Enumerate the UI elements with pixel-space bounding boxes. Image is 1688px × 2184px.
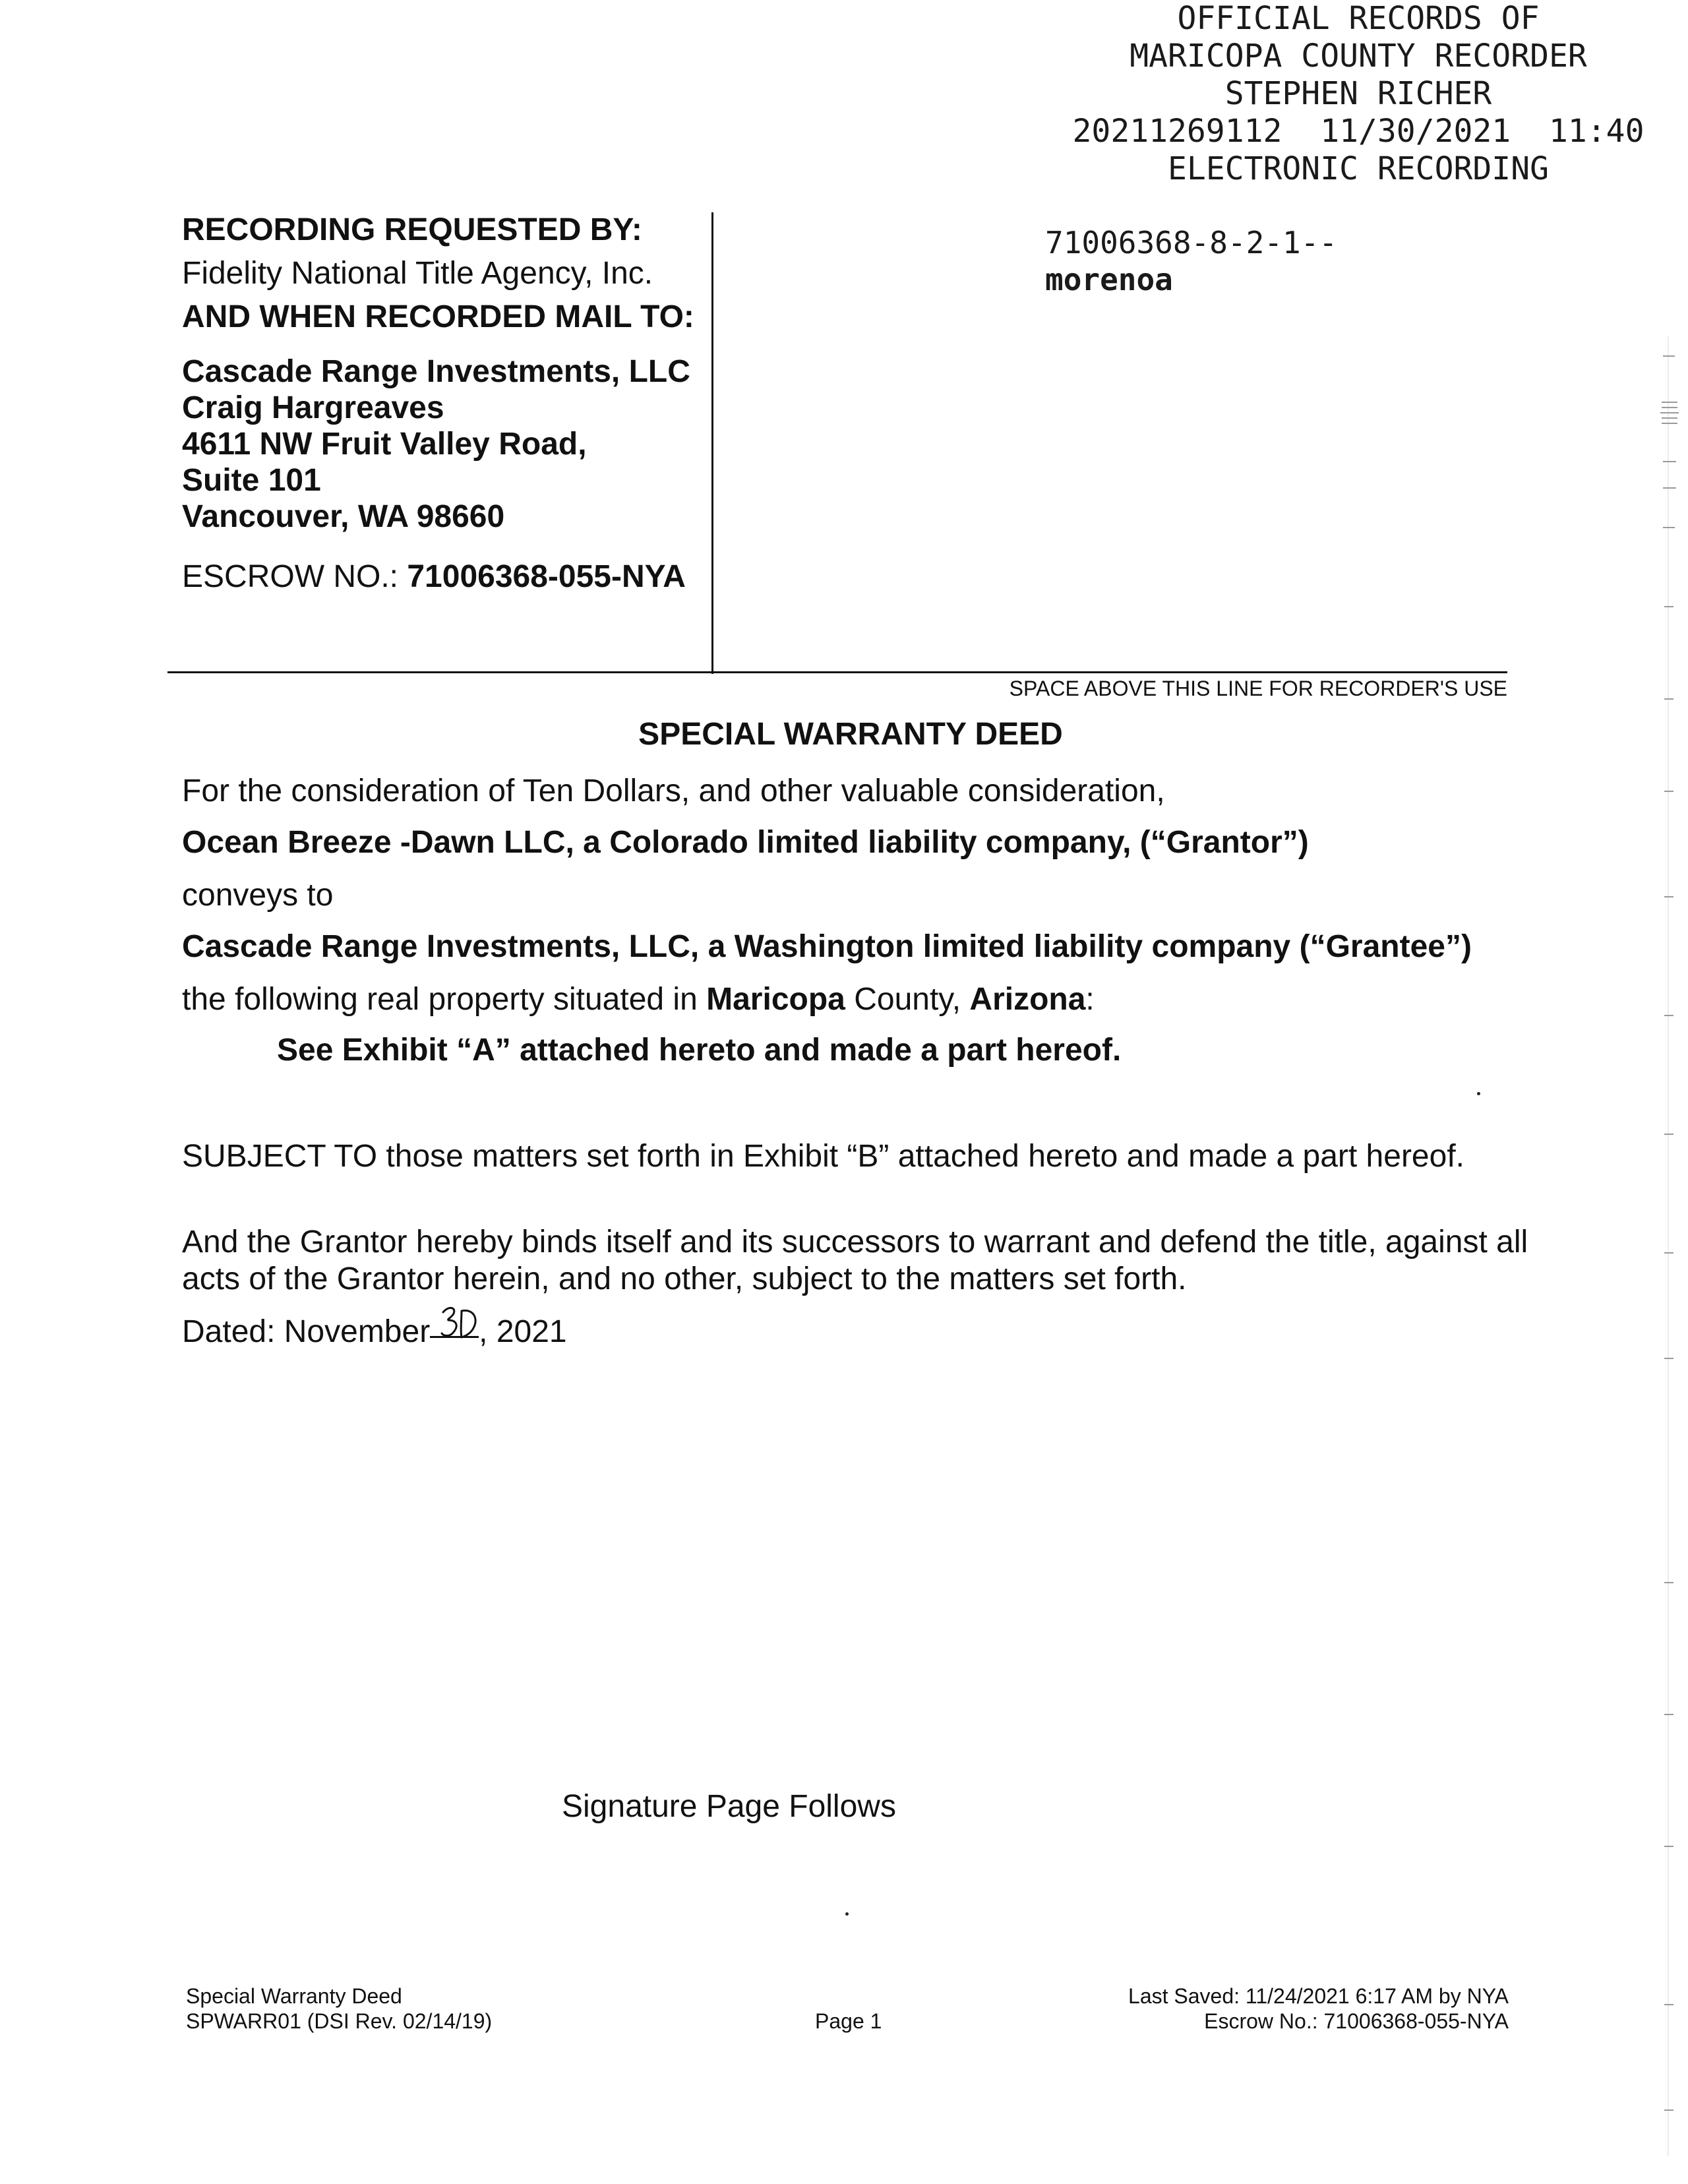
escrow-label: ESCROW NO.: [182,559,399,594]
mail-to-line: Vancouver, WA 98660 [182,499,505,534]
deed-title: SPECIAL WARRANTY DEED [638,717,1063,752]
dated-prefix: Dated: November [182,1314,431,1349]
mail-to-line: 4611 NW Fruit Valley Road, [182,427,587,462]
county-name: Maricopa [706,982,845,1017]
footer-escrow: Escrow No.: 71006368-055-NYA [1204,2009,1509,2033]
subject-to-text: SUBJECT TO those matters set forth in Exhibit “B” attached hereto and made a part hereof. [182,1139,1464,1174]
stamp-recording-number: 20211269112 11/30/2021 11:40 [1072,113,1644,150]
scan-edge-artifacts [1648,330,1688,2163]
stamp-user: morenoa [1045,262,1173,297]
mail-to-line: Suite 101 [182,463,321,498]
exhibit-a-reference: See Exhibit “A” attached hereto and made a part hereof. [277,1033,1122,1068]
state-suffix: : [1085,982,1095,1017]
requested-by-label: RECORDING REQUESTED BY: [182,212,642,247]
stamp-line: OFFICIAL RECORDS OF [1177,0,1540,37]
requested-by-value: Fidelity National Title Agency, Inc. [182,256,653,291]
stamp-line: ELECTRONIC RECORDING [1168,150,1549,187]
mail-to-label: AND WHEN RECORDED MAIL TO: [182,299,694,334]
handwritten-day-30 [439,1304,480,1344]
property-location [182,980,1095,1019]
signature-page-follows: Signature Page Follows [562,1789,896,1824]
grantor-text: Ocean Breeze -Dawn LLC, a Colorado limited liability company, (“Grantor”) [182,825,1309,860]
stamp-doc-ref: 71006368-8-2-1-- [1045,225,1338,260]
mail-to-line: Craig Hargreaves [182,390,444,425]
footer-last-saved: Last Saved: 11/24/2021 6:17 AM by NYA [1128,1984,1509,2008]
state-name: Arizona [969,982,1086,1017]
escrow-number [182,557,709,597]
escrow-value: 71006368-055-NYA [407,559,686,594]
footer-form-code: SPWARR01 (DSI Rev. 02/14/19) [186,2009,493,2033]
footer-form-name: Special Warranty Deed [186,1984,402,2008]
property-prefix: the following real property situated in [182,982,698,1017]
conveys-to-text: conveys to [182,878,334,913]
consideration-text: For the consideration of Ten Dollars, and other valuable consideration, [182,774,1165,808]
header-divider-vertical [711,212,713,674]
stamp-line: STEPHEN RICHER [1224,75,1492,112]
recorder-space-note: SPACE ABOVE THIS LINE FOR RECORDER'S USE [1009,677,1507,700]
stamp-doc-reference [1045,224,1337,298]
mail-to-line: Cascade Range Investments, LLC [182,354,690,389]
recorder-stamp [1029,0,1688,188]
stray-mark [845,1912,849,1916]
recorder-space-line [167,671,1507,673]
mail-to-address [182,353,709,535]
dated-line [182,1312,567,1352]
footer-page-number: Page 1 [815,2009,882,2033]
warranty-text: And the Grantor hereby binds itself and its successors to warrant and defend the title, against all acts of the Grantor herein, and no other, subject to the matters set forth. [182,1225,1528,1296]
stray-mark [1477,1092,1480,1095]
stamp-line: MARICOPA COUNTY RECORDER [1130,38,1587,75]
recording-info-block [182,210,709,597]
footer-save-info [1128,1984,1509,2034]
footer-form-info [186,1984,492,2034]
dated-suffix: , 2021 [479,1314,567,1349]
county-suffix: County, [854,982,961,1017]
grantee-text: Cascade Range Investments, LLC, a Washington limited liability company (“Grantee”) [182,929,1472,964]
